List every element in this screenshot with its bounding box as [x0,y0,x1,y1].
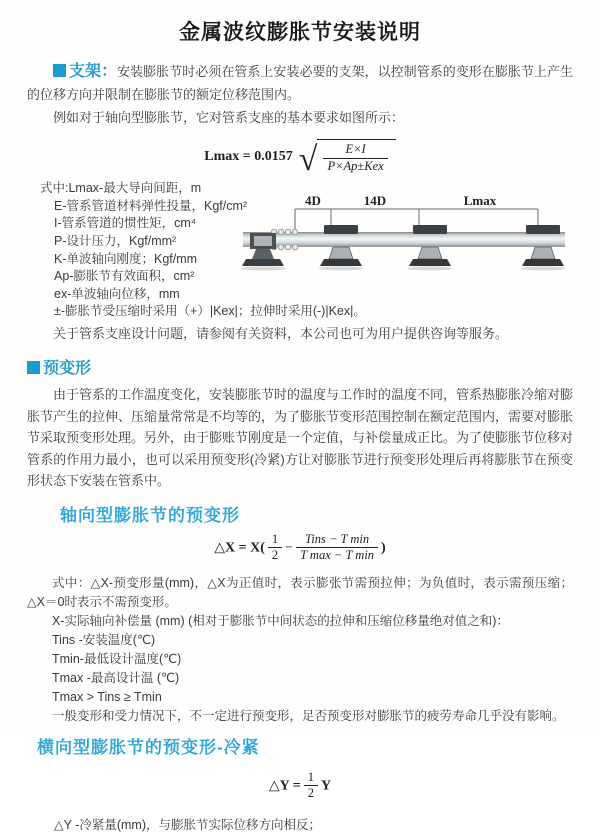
section-marker-icon [53,64,66,77]
lateral-note-line: △Y -冷紧量(mm)，与膨胀节实际位移方向相反； [54,818,322,832]
explanation-line: 式中：△X-预变形量(mm)，△X为正值时，表示膨张节需预拉伸；为负值时，表示需预压缩；△X＝0时表示不需预变形。 [27,575,573,609]
guide-spacing-formula [27,139,573,179]
explanation-line: Tmax -最高设计温 (℃) [52,670,180,685]
support-section-heading: 支架： [69,63,118,80]
one-half-fraction: $\frac{1}{2}$ [268,532,282,564]
definition-line: ex-单波轴向位移，mm [54,286,180,301]
lateral-subheading: 横向型膨胀节的预变形-冷紧 [37,737,260,757]
section-marker-icon [27,361,40,374]
predeform-section-heading [27,355,573,378]
guide-support [407,225,453,271]
formula-denominator: P×Ap±Kex [327,158,384,173]
axial-predeform-formula [27,532,573,564]
dimension-label: 14D [363,193,387,208]
explanation-line: 一般变形和受力情况下，不一定进行预变形，足否预变形对膨胀节的疲劳寿命几乎没有影响。 [52,708,565,723]
explanation-line: Tmin-最低设计温度(℃) [52,651,182,666]
explanation-line: X-实际轴向补偿量 (mm) (相对于膨胀节中间状态的拉伸和压缩位移量绝对值之和)： [52,613,509,628]
axial-formula-lhs: △X = X( [214,539,265,555]
lateral-predeform-formula [27,770,573,802]
pipe-support-diagram [243,192,595,294]
definition-line: P-设计压力，Kgf/mm² [54,234,177,249]
axial-explanation [27,574,573,726]
definition-line: E-管系管道材料弹性投量，Kgf/cm² [54,198,248,213]
lateral-formula-rhs: Y [320,778,332,794]
definition-line: 式中:Lmax-最大导向间距，m [40,181,202,196]
sqrt-radical [298,139,396,179]
guide-support [318,225,364,271]
support-example-line: 例如对于轴向型膨胀节，它对管系支座的基本要求如图所示： [53,110,405,125]
predeform-paragraph: 由于管系的工作温度变化，安装膨胀节时的温度与工作时的温度不同，管系热膨胀冷缩对膨胀节产生的拉伸、压缩量常常是不均等的，为了膨胀节变形范围控制在额定范围内，需要对膨胀节采取预变形处理。另外，由于膨账节刚度是一个定值，与补偿量成正比。为了使膨胀节位移对管系的作用力最小，也可以采用预变形(冷紧)方让对膨胀节进行预变形处理后再将膨胀节在预变形状态下安装在管系中。 [27,387,574,488]
axial-subheading: 轴向型膨胀节的预变形 [60,505,240,525]
lateral-formula-lhs: △Y = [268,778,301,794]
definition-line: Ap-膨胀节有效面积，cm² [54,269,195,284]
formula-numerator: E×I [323,142,387,159]
sqrt-sign: √ [298,141,318,179]
dimension-label: Lmax [463,193,497,208]
page-title: 金属波纹膨胀节安装说明 [179,21,421,44]
temperature-fraction: $\frac{\text{Tins − T min}}{\text{T max − T min}}$ [296,532,378,564]
support-intro-text: 安装膨胀节时必须在管系上安装必要的支架，以控制管系的变形在膨胀节上产生的位移方向并限制在膨胀节的额定位移范围内。 [27,64,573,102]
predeform-heading-label: 预变形 [43,360,92,377]
pipe [243,232,565,247]
guide-support [520,225,566,271]
dimension-label: 4D [305,193,321,208]
support-closing-line: 关于管系支座设计问题，请参阅有关资料，本公司也可为用户提供咨询等服务。 [53,326,509,341]
one-half-fraction: $\frac{1}{2}$ [304,770,318,802]
definition-line: K-单波轴向刚度；Kgf/mm [54,251,198,266]
definition-line: I-管系管道的惯性矩，cm⁴ [54,216,197,231]
axial-formula-close: ) [381,539,386,555]
explanation-line: Tmax > Tins ≥ Tmin [52,689,162,704]
minus-sign: − [285,539,294,555]
explanation-line: Tins -安装温度(℃) [52,632,156,647]
support-intro-paragraph [27,60,573,106]
formula-lhs: Lmax = 0.0157 [204,148,293,164]
definition-line: ±-膨胀节受压缩时采用（+）|Kex|；拉伸时采用(-)|Kex|。 [54,304,366,319]
